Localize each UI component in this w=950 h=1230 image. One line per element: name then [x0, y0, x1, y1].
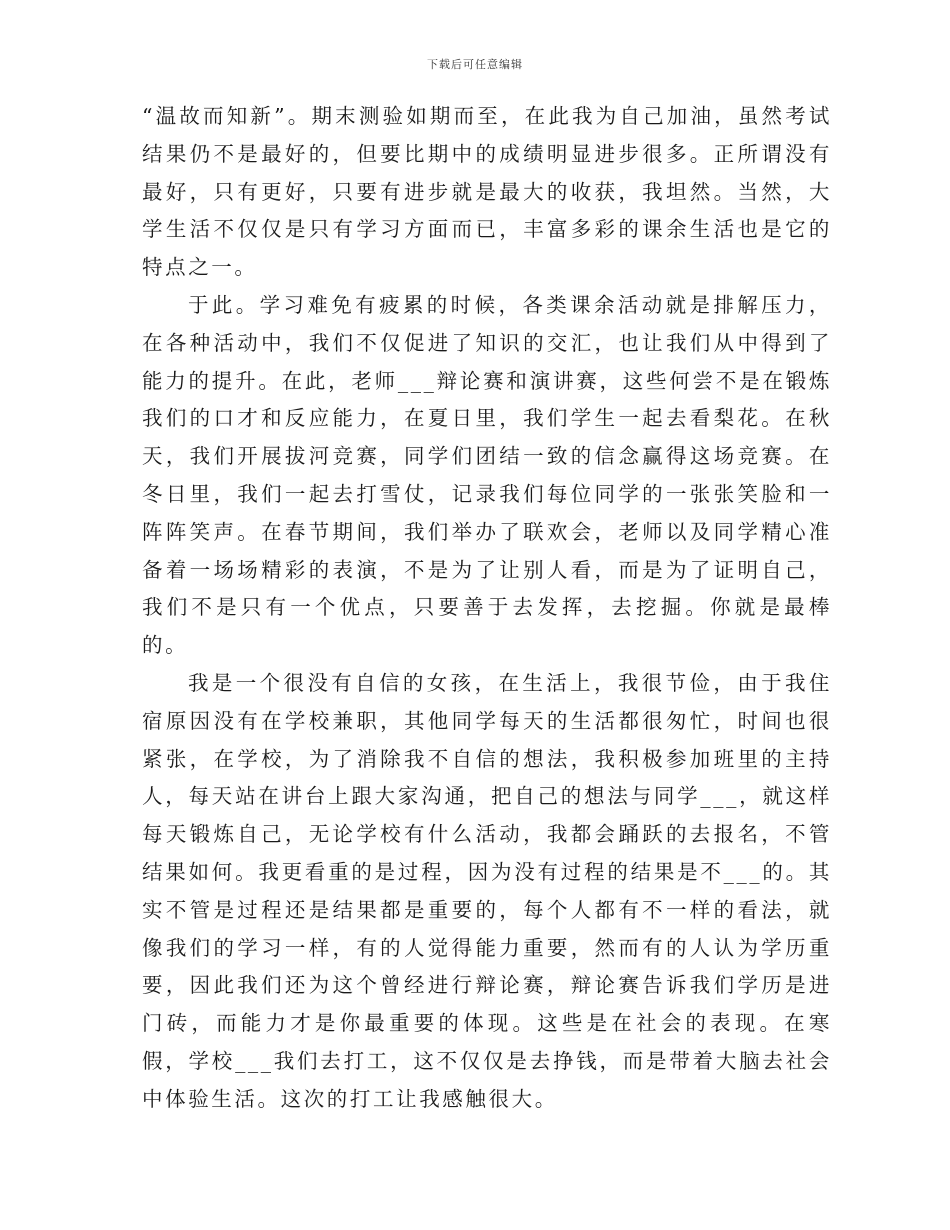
download-note-header: 下载后可任意编辑	[427, 58, 523, 71]
document-body	[142, 98, 832, 1119]
paragraph-exam-intro: “温故而知新”。期末测验如期而至，在此我为自己加油，虽然考试结果仍不是最好的，但要比期中的成绩明显进步很多。正所谓没有最好，只有更好，只要有进步就是最大的收获，我坦然。当然，大学生活不仅仅是只有学习方面而已，丰富多彩的课余生活也是它的特点之一。	[142, 104, 832, 280]
paragraph-confidence: 我是一个很没有自信的女孩，在生活上，我很节俭，由于我住宿原因没有在学校兼职，其他同学每天的生活都很匆忙，时间也很紧张，在学校，为了消除我不自信的想法，我积极参加班里的主持人，每天站在讲台上跟大家沟通，把自己的想法与同学___，就这样每天锻炼自己，无论学校有什么活动，我都会踊跃的去报名，不管结果如何。我更看重的是过程，因为没有过程的结果是不___的。其实不管是过程还是结果都是重要的，每个人都有不一样的看法，就像我们的学习一样，有的人觉得能力重要，然而有的人认为学历重要，因此我们还为这个曾经进行辩论赛，辩论赛告诉我们学历是进门砖，而能力才是你最重要的体现。这些是在社会的表现。在寒假，学校___我们去打工，这不仅仅是去挣钱，而是带着大脑去社会中体验生活。这次的打工让我感触很大。	[142, 670, 832, 1111]
paragraph-activities: 于此。学习难免有疲累的时候，各类课余活动就是排解压力，在各种活动中，我们不仅促进了知识的交汇，也让我们从中得到了能力的提升。在此，老师___辩论赛和演讲赛，这些何尝不是在锻炼我们的口才和反应能力，在夏日里，我们学生一起去看梨花。在秋天，我们开展拔河竞赛，同学们团结一致的信念赢得这场竞赛。在冬日里，我们一起去打雪仗，记录我们每位同学的一张张笑脸和一阵阵笑声。在春节期间，我们举办了联欢会，老师以及同学精心准备着一场场精彩的表演，不是为了让别人看，而是为了证明自己，我们不是只有一个优点，只要善于去发挥，去挖掘。你就是最棒的。	[142, 292, 832, 658]
